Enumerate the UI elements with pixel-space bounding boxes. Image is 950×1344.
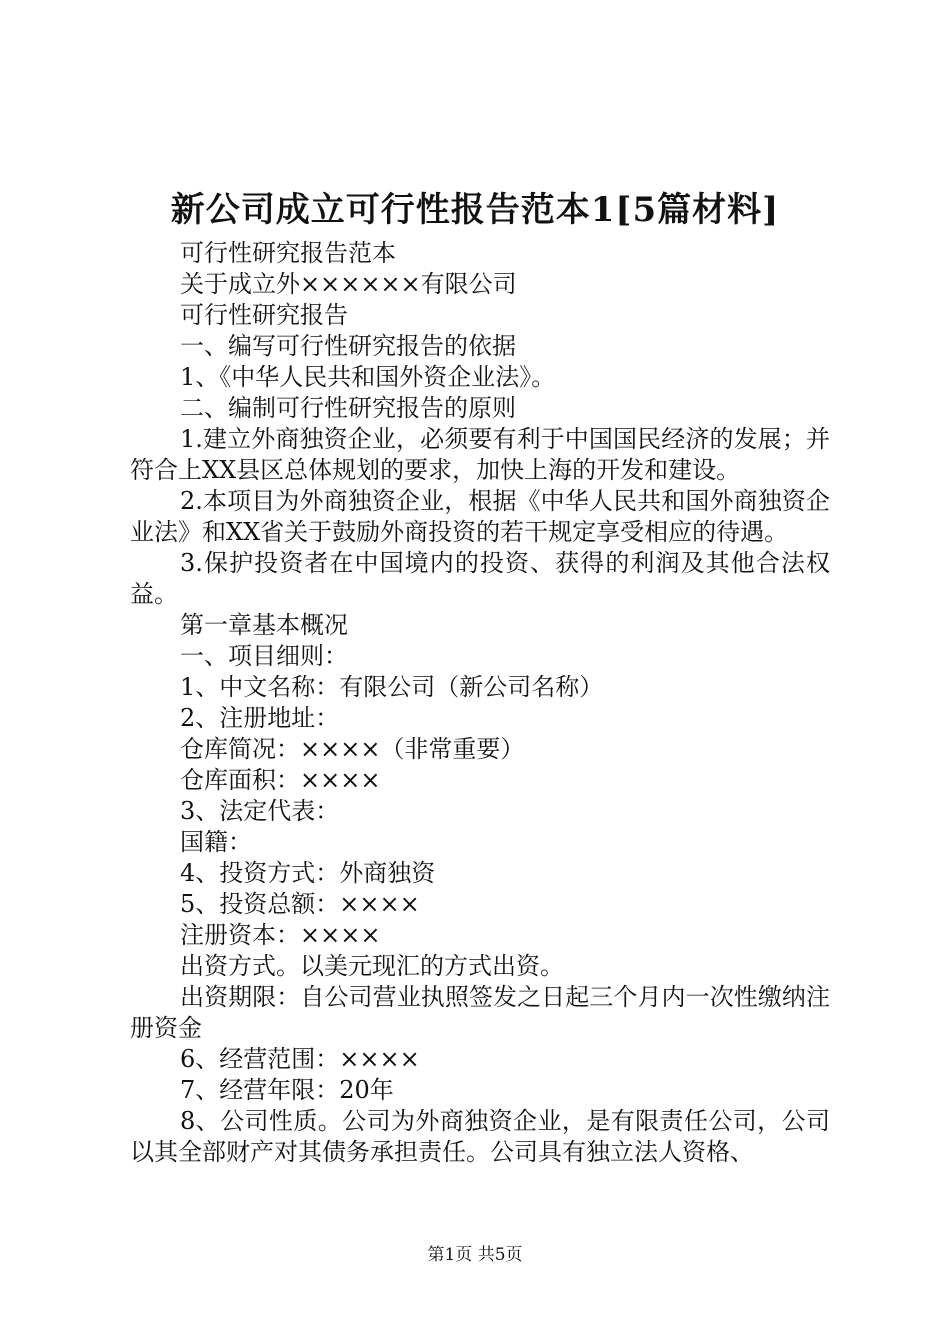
chapter-heading: 第一章基本概况 — [180, 611, 348, 639]
paragraph: 仓库简况：××××（非常重要） — [180, 735, 525, 763]
paragraph: 1、《中华人民共和国外资企业法》。 — [180, 363, 556, 391]
paragraph: 2.本项目为外商独资企业，根据《中华人民共和国外商独资企业法》和XX省关于鼓励外商投资的若干规定享受相应的待遇。 — [130, 487, 830, 546]
document-title: 新公司成立可行性报告范本1[5篇材料] — [170, 190, 780, 230]
section-heading: 二、编制可行性研究报告的原则 — [180, 394, 516, 422]
paragraph: 注册资本：×××× — [180, 921, 381, 949]
paragraph: 3、法定代表： — [180, 797, 340, 825]
paragraph: 5、投资总额：×××× — [180, 890, 420, 918]
paragraph: 可行性研究报告 — [180, 301, 348, 329]
section-heading: 一、编写可行性研究报告的依据 — [180, 332, 516, 360]
paragraph: 6、经营范围：×××× — [180, 1045, 420, 1073]
paragraph: 仓库面积：×××× — [180, 766, 381, 794]
paragraph: 4、投资方式：外商独资 — [180, 859, 436, 887]
paragraph: 7、经营年限：20年 — [180, 1076, 394, 1104]
paragraph: 关于成立外××××××有限公司 — [180, 270, 517, 298]
paragraph: 1.建立外商独资企业，必须要有利于中国国民经济的发展；并符合上XX县区总体规划的要求，加快上海的开发和建设。 — [130, 425, 830, 484]
page-footer: 第1页 共5页 — [427, 1245, 523, 1265]
document-body — [130, 238, 830, 1168]
paragraph: 国籍： — [180, 828, 252, 856]
paragraph: 3.保护投资者在中国境内的投资、获得的利润及其他合法权益。 — [130, 549, 830, 608]
paragraph: 可行性研究报告范本 — [180, 239, 396, 267]
paragraph: 出资方式。以美元现汇的方式出资。 — [180, 952, 564, 980]
paragraph: 2、注册地址： — [180, 704, 340, 732]
paragraph: 8、公司性质。公司为外商独资企业，是有限责任公司，公司以其全部财产对其债务承担责任。公司具有独立法人资格、 — [130, 1107, 830, 1166]
paragraph: 出资期限：自公司营业执照签发之日起三个月内一次性缴纳注册资金 — [130, 983, 830, 1042]
section-heading: 一、项目细则： — [180, 642, 348, 670]
paragraph: 1、中文名称：有限公司（新公司名称） — [180, 673, 604, 701]
